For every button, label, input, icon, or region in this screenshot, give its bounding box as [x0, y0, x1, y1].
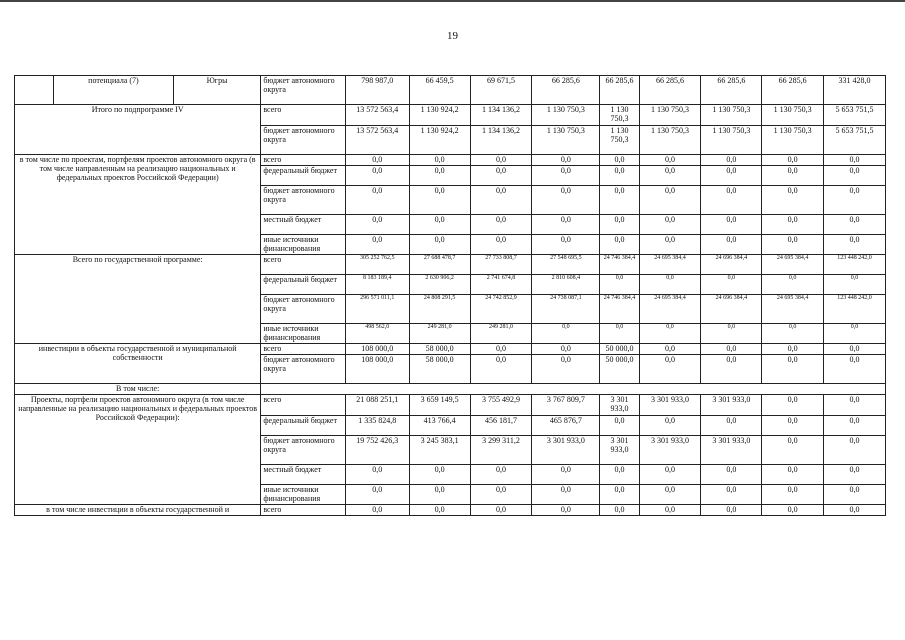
amount-cell: 0,0	[639, 465, 701, 485]
amount-cell: 3 301 933,0	[639, 436, 701, 465]
amount-cell: 27 688 478,7	[409, 255, 470, 275]
amount-cell: 0,0	[600, 166, 639, 186]
amount-cell: 0,0	[824, 355, 886, 384]
amount-cell: 0,0	[470, 505, 532, 516]
amount-cell: 27 733 808,7	[470, 255, 532, 275]
amount-cell: 0,0	[600, 505, 639, 516]
amount-cell: 21 088 251,1	[345, 395, 409, 416]
amount-cell: 0,0	[762, 275, 824, 295]
amount-cell: 0,0	[470, 485, 532, 505]
amount-cell: 0,0	[824, 505, 886, 516]
amount-cell: 0,0	[600, 465, 639, 485]
amount-cell: 66 285,6	[701, 76, 762, 105]
row-label: потенциала (7)	[54, 76, 174, 105]
amount-cell: 0,0	[824, 344, 886, 355]
table-row	[15, 255, 886, 275]
amount-cell: 0,0	[701, 355, 762, 384]
amount-cell: 0,0	[532, 186, 600, 215]
amount-cell: 465 876,7	[532, 416, 600, 436]
amount-cell: 0,0	[639, 324, 701, 344]
amount-cell: 2 810 608,4	[532, 275, 600, 295]
amount-cell: 0,0	[470, 166, 532, 186]
amount-cell: 0,0	[824, 275, 886, 295]
amount-cell: 0,0	[639, 505, 701, 516]
amount-cell: 0,0	[701, 344, 762, 355]
amount-cell: 0,0	[701, 235, 762, 255]
amount-cell: 0,0	[762, 485, 824, 505]
amount-cell: 66 285,6	[532, 76, 600, 105]
amount-cell: 0,0	[762, 436, 824, 465]
amount-cell: 2 630 906,2	[409, 275, 470, 295]
amount-cell: 24 746 384,4	[600, 295, 639, 324]
amount-cell: 13 572 563,4	[345, 126, 409, 155]
amount-cell: 0,0	[701, 465, 762, 485]
amount-cell: 0,0	[639, 155, 701, 166]
amount-cell: 0,0	[639, 344, 701, 355]
amount-cell: 249 281,0	[470, 324, 532, 344]
amount-cell: 2 741 674,8	[470, 275, 532, 295]
funding-source: всего	[261, 105, 346, 126]
amount-cell: 0,0	[639, 215, 701, 235]
funding-source: бюджет автономного округа	[261, 295, 346, 324]
section-label: В том числе:	[15, 384, 261, 395]
amount-cell: 0,0	[470, 344, 532, 355]
amount-cell: 0,0	[701, 275, 762, 295]
amount-cell: 1 130 924,2	[409, 126, 470, 155]
amount-cell: 0,0	[639, 275, 701, 295]
amount-cell: 0,0	[824, 186, 886, 215]
amount-cell: 0,0	[600, 324, 639, 344]
amount-cell: 0,0	[824, 155, 886, 166]
amount-cell: 3 755 492,9	[470, 395, 532, 416]
amount-cell: 0,0	[600, 416, 639, 436]
amount-cell: 0,0	[600, 215, 639, 235]
row-label: Проекты, портфели проектов автономного округа (в том числе направленные на реализацию национальных и федеральных проектов Российской Федерации):	[15, 395, 261, 505]
amount-cell: 1 130 750,3	[532, 105, 600, 126]
funding-source: федеральный бюджет	[261, 416, 346, 436]
amount-cell: 0,0	[701, 324, 762, 344]
amount-cell: 0,0	[824, 485, 886, 505]
amount-cell: 0,0	[532, 485, 600, 505]
amount-cell: 50 000,0	[600, 355, 639, 384]
amount-cell: 5 653 751,5	[824, 126, 886, 155]
amount-cell: 50 000,0	[600, 344, 639, 355]
amount-cell: 0,0	[762, 344, 824, 355]
amount-cell: 24 696 384,4	[701, 255, 762, 275]
table-row	[15, 395, 886, 416]
amount-cell: 498 562,0	[345, 324, 409, 344]
amount-cell: 0,0	[470, 465, 532, 485]
amount-cell: 0,0	[532, 344, 600, 355]
amount-cell: 24 695 384,4	[639, 255, 701, 275]
amount-cell: 0,0	[762, 166, 824, 186]
amount-cell: 0,0	[639, 166, 701, 186]
amount-cell: 3 301 933,0	[701, 395, 762, 416]
amount-cell: 66 285,6	[639, 76, 701, 105]
amount-cell: 58 000,0	[409, 344, 470, 355]
amount-cell: 0,0	[345, 166, 409, 186]
amount-cell: 0,0	[762, 465, 824, 485]
amount-cell: 66 285,6	[600, 76, 639, 105]
amount-cell: 3 299 311,2	[470, 436, 532, 465]
funding-source: иные источники финансирования	[261, 485, 346, 505]
row-label: инвестиции в объекты государственной и муниципальной собственности	[15, 344, 261, 384]
amount-cell: 296 571 011,1	[345, 295, 409, 324]
amount-cell: 0,0	[824, 235, 886, 255]
amount-cell: 3 767 809,7	[532, 395, 600, 416]
amount-cell: 0,0	[824, 324, 886, 344]
amount-cell: 66 285,6	[762, 76, 824, 105]
amount-cell: 0,0	[701, 155, 762, 166]
page-number: 19	[447, 30, 458, 42]
amount-cell: 1 130 924,2	[409, 105, 470, 126]
amount-cell: 3 301 933,0	[532, 436, 600, 465]
funding-source: местный бюджет	[261, 465, 346, 485]
amount-cell: 0,0	[762, 505, 824, 516]
amount-cell: 0,0	[600, 155, 639, 166]
amount-cell: 0,0	[409, 235, 470, 255]
amount-cell: 0,0	[409, 166, 470, 186]
amount-cell: 0,0	[701, 416, 762, 436]
amount-cell: 798 987,0	[345, 76, 409, 105]
amount-cell: 0,0	[345, 505, 409, 516]
amount-cell: 0,0	[762, 186, 824, 215]
amount-cell: 1 130 750,3	[639, 126, 701, 155]
amount-cell: 0,0	[532, 505, 600, 516]
amount-cell: 1 134 136,2	[470, 105, 532, 126]
table-row	[15, 384, 886, 395]
amount-cell: 0,0	[701, 186, 762, 215]
amount-cell: 0,0	[532, 215, 600, 235]
amount-cell: 0,0	[639, 485, 701, 505]
amount-cell: 0,0	[345, 155, 409, 166]
amount-cell: 0,0	[762, 355, 824, 384]
amount-cell: 0,0	[824, 465, 886, 485]
funding-source: федеральный бюджет	[261, 166, 346, 186]
amount-cell: 0,0	[824, 166, 886, 186]
amount-cell: 0,0	[532, 166, 600, 186]
funding-source: всего	[261, 505, 346, 516]
amount-cell: 3 301 933,0	[639, 395, 701, 416]
amount-cell: 3 301 933,0	[701, 436, 762, 465]
funding-source: всего	[261, 255, 346, 275]
amount-cell: 24 738 087,1	[532, 295, 600, 324]
amount-cell: 8 183 189,4	[345, 275, 409, 295]
amount-cell: 0,0	[762, 215, 824, 235]
amount-cell: 0,0	[762, 395, 824, 416]
amount-cell: 66 459,5	[409, 76, 470, 105]
amount-cell: 24 742 852,9	[470, 295, 532, 324]
amount-cell: 0,0	[639, 355, 701, 384]
amount-cell: 19 752 426,3	[345, 436, 409, 465]
amount-cell: 13 572 563,4	[345, 105, 409, 126]
amount-cell: 0,0	[345, 485, 409, 505]
amount-cell: 27 548 695,5	[532, 255, 600, 275]
amount-cell: 69 671,5	[470, 76, 532, 105]
amount-cell: 0,0	[762, 155, 824, 166]
table-row	[15, 155, 886, 166]
amount-cell: 1 335 824,8	[345, 416, 409, 436]
amount-cell: 249 281,0	[409, 324, 470, 344]
funding-source: иные источники финансирования	[261, 235, 346, 255]
amount-cell: 24 746 384,4	[600, 255, 639, 275]
funding-source: всего	[261, 155, 346, 166]
amount-cell: 3 245 383,1	[409, 436, 470, 465]
amount-cell: 0,0	[470, 355, 532, 384]
amount-cell: 24 696 384,4	[701, 295, 762, 324]
amount-cell: 1 130 750,3	[600, 105, 639, 126]
amount-cell: 0,0	[470, 155, 532, 166]
amount-cell: 1 130 750,3	[701, 126, 762, 155]
funding-source: иные источники финансирования	[261, 324, 346, 344]
amount-cell: 0,0	[639, 235, 701, 255]
funding-source: бюджет автономного округа	[261, 355, 346, 384]
amount-cell: 1 130 750,3	[532, 126, 600, 155]
funding-source: местный бюджет	[261, 215, 346, 235]
empty-cell	[261, 384, 886, 395]
row-label: Всего по государственной программе:	[15, 255, 261, 344]
amount-cell: 0,0	[762, 324, 824, 344]
amount-cell: 0,0	[701, 505, 762, 516]
funding-source: федеральный бюджет	[261, 275, 346, 295]
page-top-border	[0, 0, 905, 2]
amount-cell: 0,0	[600, 235, 639, 255]
amount-cell: 0,0	[824, 416, 886, 436]
amount-cell: 0,0	[824, 395, 886, 416]
amount-cell: 0,0	[345, 186, 409, 215]
amount-cell: 0,0	[600, 485, 639, 505]
amount-cell: 1 130 750,3	[639, 105, 701, 126]
amount-cell: 1 130 750,3	[701, 105, 762, 126]
indent-cell	[15, 76, 54, 105]
table-row	[15, 344, 886, 355]
amount-cell: 3 301 933,0	[600, 436, 639, 465]
amount-cell: 0,0	[701, 166, 762, 186]
amount-cell: 0,0	[409, 465, 470, 485]
amount-cell: 456 181,7	[470, 416, 532, 436]
amount-cell: 0,0	[824, 215, 886, 235]
amount-cell: 0,0	[470, 215, 532, 235]
amount-cell: 123 448 242,0	[824, 295, 886, 324]
amount-cell: 108 000,0	[345, 355, 409, 384]
amount-cell: 1 130 750,3	[762, 105, 824, 126]
amount-cell: 0,0	[600, 186, 639, 215]
row-label: Итого по подпрограмме IV	[15, 105, 261, 155]
amount-cell: 0,0	[532, 155, 600, 166]
amount-cell: 123 448 242,0	[824, 255, 886, 275]
table-row	[15, 505, 886, 516]
amount-cell: 305 252 762,5	[345, 255, 409, 275]
amount-cell: 0,0	[600, 275, 639, 295]
amount-cell: 0,0	[762, 235, 824, 255]
amount-cell: 24 695 384,4	[762, 295, 824, 324]
amount-cell: 108 000,0	[345, 344, 409, 355]
amount-cell: 0,0	[762, 416, 824, 436]
amount-cell: 0,0	[409, 505, 470, 516]
funding-source: бюджет автономного округа	[261, 436, 346, 465]
table-row	[15, 105, 886, 126]
amount-cell: 0,0	[639, 186, 701, 215]
row-executor: Югры	[173, 76, 261, 105]
budget-table	[14, 75, 886, 516]
amount-cell: 0,0	[470, 235, 532, 255]
amount-cell: 24 695 384,4	[639, 295, 701, 324]
funding-source: всего	[261, 344, 346, 355]
amount-cell: 0,0	[701, 485, 762, 505]
row-label: в том числе по проектам, портфелям проектов автономного округа (в том числе направленным на реализацию национальных и федеральных проектов Российской Федерации)	[15, 155, 261, 255]
amount-cell: 413 766,4	[409, 416, 470, 436]
amount-cell: 0,0	[409, 215, 470, 235]
amount-cell: 0,0	[532, 324, 600, 344]
amount-cell: 0,0	[345, 235, 409, 255]
amount-cell: 0,0	[824, 436, 886, 465]
amount-cell: 0,0	[409, 186, 470, 215]
amount-cell: 3 301 933,0	[600, 395, 639, 416]
amount-cell: 0,0	[532, 355, 600, 384]
row-label: в том числе инвестиции в объекты государственной и	[15, 505, 261, 516]
amount-cell: 0,0	[345, 465, 409, 485]
amount-cell: 24 808 291,5	[409, 295, 470, 324]
amount-cell: 0,0	[409, 155, 470, 166]
amount-cell: 3 659 149,5	[409, 395, 470, 416]
amount-cell: 24 695 384,4	[762, 255, 824, 275]
amount-cell: 1 130 750,3	[762, 126, 824, 155]
table-row	[15, 76, 886, 105]
amount-cell: 1 130 750,3	[600, 126, 639, 155]
amount-cell: 5 653 751,5	[824, 105, 886, 126]
amount-cell: 0,0	[532, 465, 600, 485]
amount-cell: 331 428,0	[824, 76, 886, 105]
amount-cell: 0,0	[345, 215, 409, 235]
amount-cell: 0,0	[639, 416, 701, 436]
amount-cell: 58 000,0	[409, 355, 470, 384]
amount-cell: 0,0	[701, 215, 762, 235]
amount-cell: 1 134 136,2	[470, 126, 532, 155]
funding-source: всего	[261, 395, 346, 416]
funding-source: бюджет автономного округа	[261, 76, 346, 105]
amount-cell: 0,0	[532, 235, 600, 255]
funding-source: бюджет автономного округа	[261, 186, 346, 215]
amount-cell: 0,0	[409, 485, 470, 505]
amount-cell: 0,0	[470, 186, 532, 215]
funding-source: бюджет автономного округа	[261, 126, 346, 155]
